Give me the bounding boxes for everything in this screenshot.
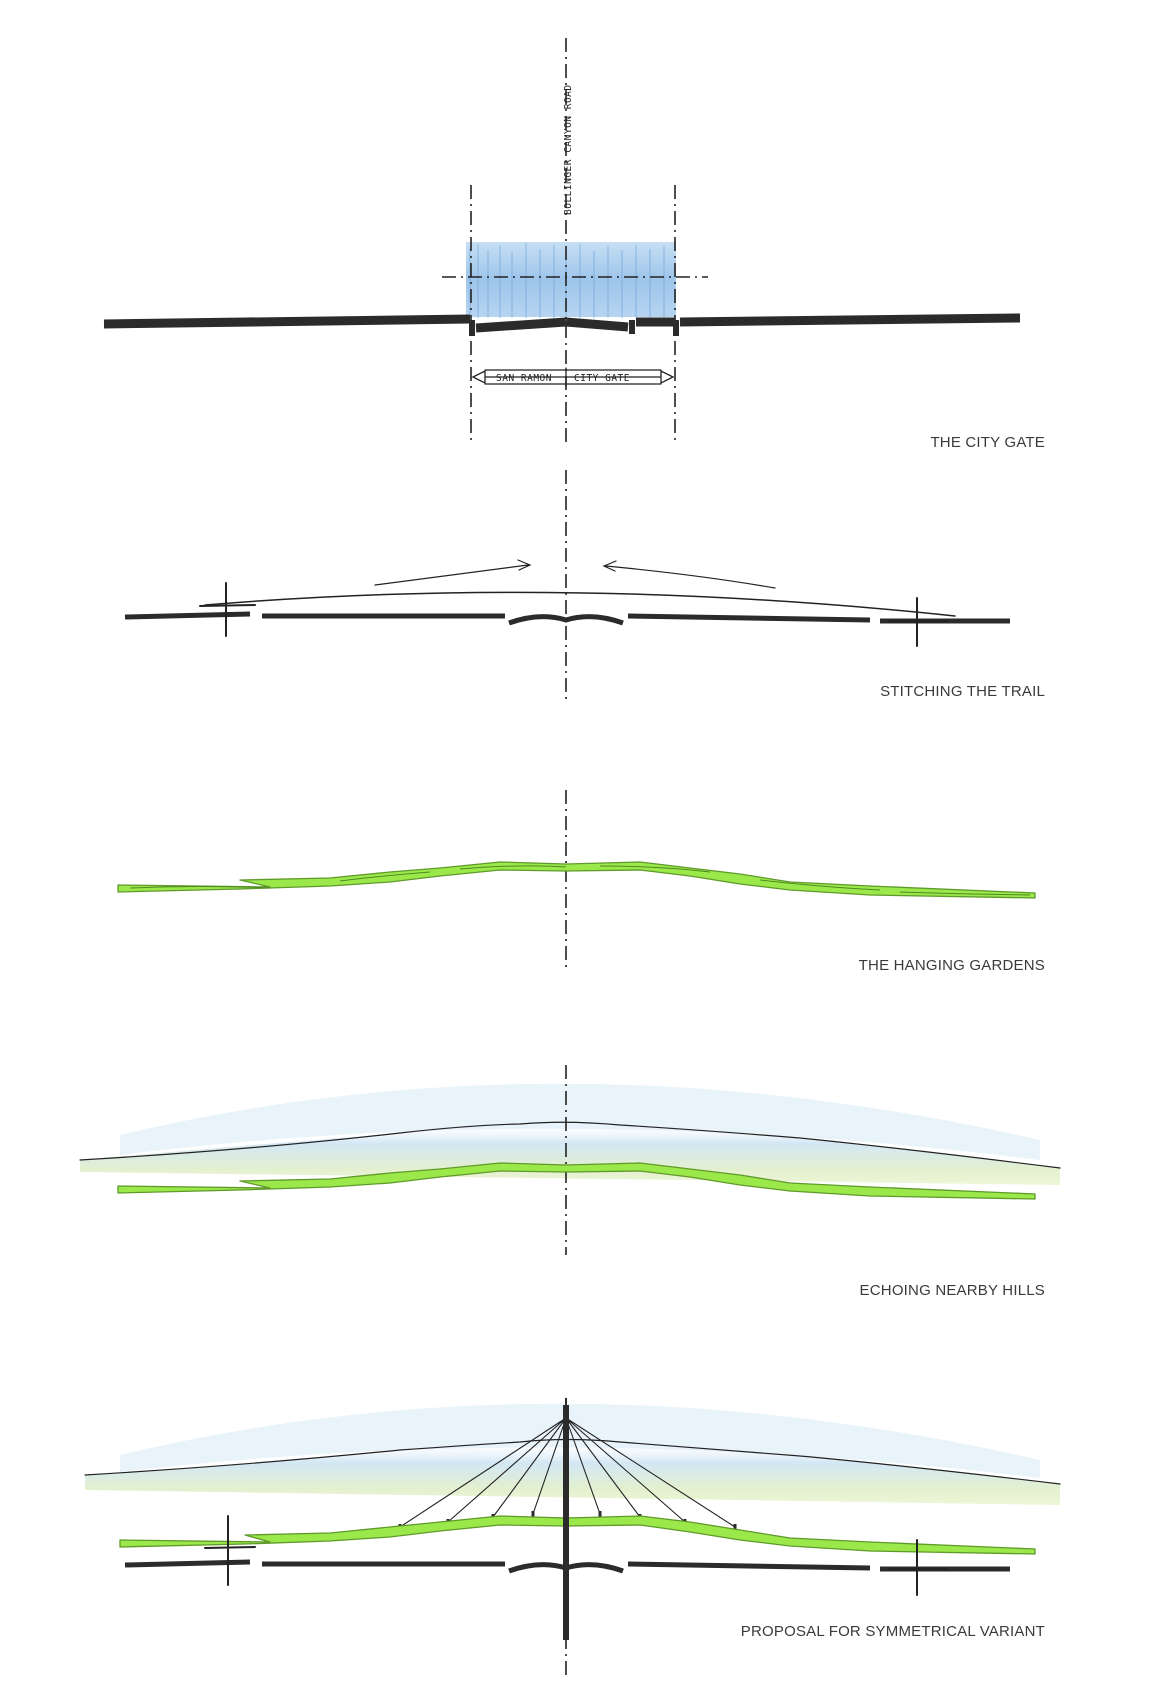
dimension-label-right: CITY GATE: [574, 373, 630, 384]
garden-strip: [118, 862, 1035, 898]
caption-hanging-gardens: THE HANGING GARDENS: [858, 957, 1045, 974]
caption-symmetrical-variant: PROPOSAL FOR SYMMETRICAL VARIANT: [740, 1623, 1045, 1640]
variant-left-marker: [205, 1516, 255, 1585]
trail-curve: [205, 592, 955, 616]
variant-garden-strip: [120, 1516, 1035, 1554]
panel-stitching-trail: [125, 470, 1010, 700]
panel-city-gate: [104, 38, 1020, 445]
dimension-label-left: SAN RAMON: [496, 373, 552, 384]
gate-blue-wash: [466, 242, 676, 317]
trail-right-marker: [890, 598, 948, 646]
trail-left-marker: [200, 583, 255, 636]
caption-echoing-hills: ECHOING NEARBY HILLS: [859, 1282, 1045, 1299]
caption-city-gate: THE CITY GATE: [930, 434, 1045, 451]
road-label: BOLLINGER CANYON ROAD: [563, 84, 574, 215]
trail-road: [125, 614, 1010, 623]
caption-stitching-trail: STITCHING THE TRAIL: [880, 683, 1045, 700]
panel-hanging-gardens: [118, 790, 1035, 970]
trail-arrow-left: [375, 560, 530, 585]
panel-echoing-hills: [80, 1065, 1060, 1255]
trail-arrow-right: [604, 561, 775, 588]
road-section: [104, 318, 1020, 328]
